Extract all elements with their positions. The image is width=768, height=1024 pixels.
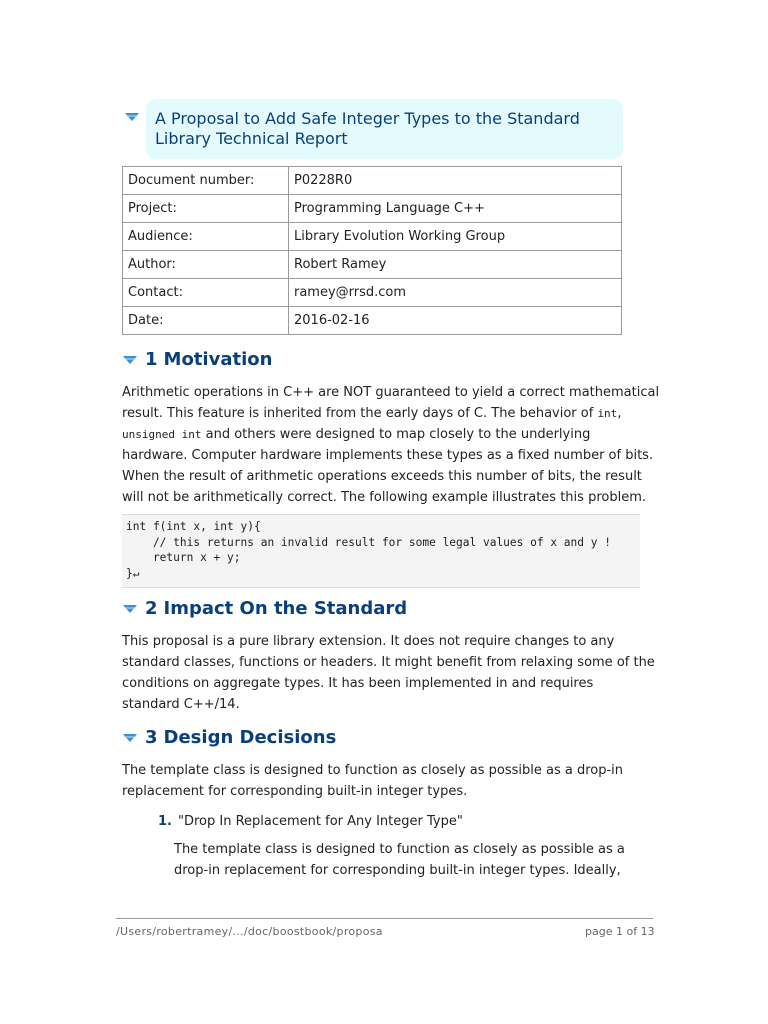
inline-code: unsigned int: [122, 428, 202, 441]
table-row: [123, 195, 622, 223]
text-run: When the result of arithmetic operations exceeds this number of bits, the result: [122, 469, 642, 484]
table-cell-label: Author:: [123, 251, 289, 279]
table-cell-value: 2016-02-16: [289, 307, 622, 335]
paragraph-line: drop-in replacement for corresponding built-in integer types. Ideally,: [174, 863, 621, 878]
footer-divider: [116, 918, 653, 919]
text-run: result. This feature is inherited from the early days of C. The behavior of: [122, 406, 598, 421]
section-title: Design Decisions: [163, 727, 337, 748]
document-title: [155, 109, 615, 149]
paragraph-line: [122, 445, 654, 466]
footer-page-number: page 1 of 13: [585, 925, 655, 938]
paragraph-line: conditions on aggregate types. It has been implemented in and requires: [122, 676, 594, 691]
collapse-triangle-icon[interactable]: [122, 604, 138, 614]
section-number: 1: [145, 349, 158, 370]
collapse-triangle-icon[interactable]: [124, 112, 140, 122]
text-run: and others were designed to map closely to the underlying: [201, 427, 591, 442]
list-item-title: "Drop In Replacement for Any Integer Type": [177, 814, 463, 829]
paragraph-line: [122, 403, 632, 424]
design-paragraph: [122, 760, 632, 802]
table-cell-value: Programming Language C++: [289, 195, 622, 223]
section-heading-design: [145, 727, 336, 749]
list-item: [158, 812, 463, 832]
inline-code: int: [597, 407, 618, 420]
document-title-line-2: Library Technical Report: [155, 129, 348, 148]
table-cell-value: P0228R0: [289, 167, 622, 195]
document-title-line-1: A Proposal to Add Safe Integer Types to the Standard: [155, 109, 580, 128]
text-run: hardware. Computer hardware implements these types as a fixed number of bits.: [122, 448, 654, 463]
text-run: ,: [617, 406, 622, 421]
collapse-triangle-icon[interactable]: [122, 355, 138, 365]
table-row: [123, 251, 622, 279]
paragraph-line: [122, 424, 632, 445]
paragraph-line: [122, 466, 642, 487]
code-sample-block: [122, 514, 640, 588]
table-cell-label: Document number:: [123, 167, 289, 195]
table-row: [123, 167, 622, 195]
table-cell-label: Contact:: [123, 279, 289, 307]
table-cell-label: Audience:: [123, 223, 289, 251]
motivation-paragraph: [122, 382, 660, 508]
table-row: [123, 223, 622, 251]
section-heading-motivation: [145, 349, 272, 371]
paragraph-line: The template class is designed to function as closely as possible as a: [174, 842, 625, 857]
paragraph-line: standard classes, functions or headers. It might benefit from relaxing some of the: [122, 655, 655, 670]
section-title: Motivation: [163, 349, 273, 370]
table-cell-label: Date:: [123, 307, 289, 335]
collapse-triangle-icon[interactable]: [122, 733, 138, 743]
paragraph-line: standard C++/14.: [122, 697, 240, 712]
paragraph-line: The template class is designed to function as closely as possible as a drop-in: [122, 763, 624, 778]
table-cell-value[interactable]: ramey@rrsd.com: [289, 279, 622, 307]
code-sample: int f(int x, int y){ // this returns an invalid result for some legal values of x and y ! return x + y; }↵: [126, 520, 611, 580]
table-cell-label: Project:: [123, 195, 289, 223]
list-number: 1.: [158, 814, 172, 829]
impact-paragraph: [122, 631, 655, 715]
table-row: [123, 279, 622, 307]
text-run: Arithmetic operations in C++ are NOT guaranteed to yield a correct mathematical: [122, 385, 660, 400]
table-row: [123, 307, 622, 335]
paragraph-line: [122, 382, 660, 403]
table-cell-value: Library Evolution Working Group: [289, 223, 622, 251]
paragraph-line: replacement for corresponding built-in integer types.: [122, 784, 468, 799]
section-number: 3: [145, 727, 158, 748]
footer-file-path: /Users/robertramey/.../doc/boostbook/proposa: [116, 925, 383, 938]
section-heading-impact: [145, 598, 407, 620]
section-title: Impact On the Standard: [163, 598, 408, 619]
section-number: 2: [145, 598, 158, 619]
paragraph-line: This proposal is a pure library extension. It does not require changes to any: [122, 634, 615, 649]
text-run: will not be arithmetically correct. The following example illustrates this problem.: [122, 490, 646, 505]
list-item-body: [174, 839, 634, 881]
table-cell-value: Robert Ramey: [289, 251, 622, 279]
paragraph-line: [122, 487, 646, 508]
metadata-table: [122, 166, 622, 335]
